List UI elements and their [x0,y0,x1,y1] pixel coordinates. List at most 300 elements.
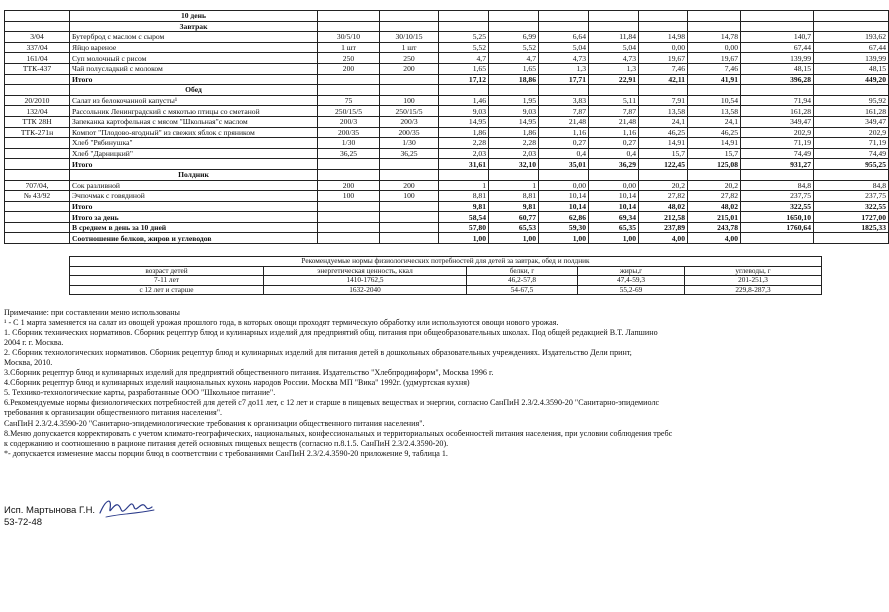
norms-header: энергетическая ценность, ккал [264,266,467,276]
total-label: Итого [70,201,318,212]
portion-12-plus: 36,25 [380,148,439,159]
nutrient-value: 48,15 [814,63,889,74]
portion-12-plus: 100 [380,95,439,106]
portion-7-11: 75 [318,95,380,106]
nutrient-value: 1,16 [589,127,639,138]
total-value: 58,54 [439,212,489,223]
total-value: 4,00 [688,233,741,244]
total-value: 1825,33 [814,222,889,233]
empty-cell [489,169,539,180]
menu-item-row [5,63,889,74]
empty-cell [741,169,814,180]
portion-12-plus: 200 [380,63,439,74]
empty-cell [318,222,380,233]
menu-item-row [5,180,889,191]
empty-cell [5,169,70,180]
nutrient-value: 6,64 [539,32,589,43]
empty-cell [318,233,380,244]
empty-cell [318,201,380,212]
empty-cell [439,85,489,96]
total-label: Итого [70,74,318,85]
total-value: 17,71 [539,74,589,85]
note-line: Примечание: при составлении меню использованы [4,308,180,317]
nutrient-value: 2,03 [439,148,489,159]
nutrient-value: 74,49 [741,148,814,159]
nutrient-value: 14,95 [489,116,539,127]
dish-name: Чай полусладкий с молоком [70,63,318,74]
empty-cell [589,85,639,96]
norms-body [70,257,822,295]
total-value: 122,45 [639,159,688,170]
nutrient-value: 14,91 [688,138,741,149]
section-row-lunch [5,85,889,96]
section-title: Полдник [70,169,318,180]
portion-7-11: 200 [318,63,380,74]
dish-code [5,148,70,159]
total-value: 1,00 [539,233,589,244]
norms-cell: 1410-1762,5 [264,276,467,286]
portion-7-11: 36,25 [318,148,380,159]
portion-12-plus: 200/35 [380,127,439,138]
section-row-snack [5,169,889,180]
nutrient-value: 7,46 [688,63,741,74]
total-value: 1,00 [589,233,639,244]
nutrient-value: 1,16 [539,127,589,138]
nutrient-value: 46,25 [688,127,741,138]
nutrient-value: 237,75 [814,191,889,202]
nutrient-value: 1,86 [489,127,539,138]
empty-cell [639,169,688,180]
total-value: 322,55 [814,201,889,212]
nutrient-value: 95,92 [814,95,889,106]
nutrient-value: 0,4 [539,148,589,159]
nutrient-value: 2,03 [489,148,539,159]
menu-item-row [5,127,889,138]
total-value: 32,10 [489,159,539,170]
nutrient-value: 6,99 [489,32,539,43]
empty-cell [318,159,380,170]
empty-cell [380,233,439,244]
empty-cell [380,212,439,223]
nutrient-value: 0,00 [539,180,589,191]
total-value: 62,86 [539,212,589,223]
note-line: Москва, 2010. [4,358,53,368]
empty-cell [639,85,688,96]
dish-code: 337/04 [5,42,70,53]
nutrient-value: 5,11 [589,95,639,106]
menu-body [5,11,889,244]
empty-cell [318,169,380,180]
portion-7-11: 1/30 [318,138,380,149]
note-line: 2. Сборник технологических нормативов. Сборник рецептур блюд и кулинарных изделий для питания детей в дошкольных образовательных учреждениях. Издательство Дели принт, [4,348,632,358]
dish-code: ТТК 28Н [5,116,70,127]
empty-cell [318,212,380,223]
total-value: 212,58 [639,212,688,223]
norms-title: Рекомендуемые нормы физиологических потребностей для детей за завтрак, обед и полдник [70,257,822,267]
day-total-row [5,212,889,223]
norms-cell: 46,2-57,8 [467,276,578,286]
empty-cell [814,85,889,96]
empty-cell [814,169,889,180]
total-label: В среднем в день за 10 дней [70,222,318,233]
nutrient-value: 10,14 [539,191,589,202]
nutrient-value: 237,75 [741,191,814,202]
nutrient-value: 1 [439,180,489,191]
nutrient-value: 4,73 [589,53,639,64]
norms-header-row [70,266,822,276]
note-line: 4.Сборник рецептур блюд и кулинарных изделий национальных кухонь народов России. Москва МП "Вика" 1992г. (удмуртская кухня) [4,378,470,388]
portion-12-plus: 200 [380,180,439,191]
total-value: 10,14 [589,201,639,212]
total-value: 1650,10 [741,212,814,223]
nutrient-value: 349,47 [741,116,814,127]
signature-block [4,505,95,529]
portion-12-plus: 100 [380,191,439,202]
nutrient-value: 14,78 [688,32,741,43]
total-label: Итого [70,159,318,170]
total-value: 215,01 [688,212,741,223]
total-label: Итого за день [70,212,318,223]
empty-cell [380,159,439,170]
portion-7-11: 200/3 [318,116,380,127]
breakfast-total-row [5,74,889,85]
total-value: 35,01 [539,159,589,170]
nutrient-value: 1,95 [489,95,539,106]
norms-cell: 47,4-59,3 [578,276,685,286]
nutrient-value: 13,58 [639,106,688,117]
portion-12-plus: 250 [380,53,439,64]
menu-item-row [5,191,889,202]
total-value: 41,91 [688,74,741,85]
nutrient-value: 21,48 [589,116,639,127]
norms-table [69,256,822,295]
portion-12-plus: 250/15/5 [380,106,439,117]
nutrient-value: 3,83 [539,95,589,106]
dish-code: 132/04 [5,106,70,117]
portion-7-11: 100 [318,191,380,202]
dish-code: 3/04 [5,32,70,43]
empty-cell [5,74,70,85]
note-line: 1. Сборник технических нормативов. Сборник рецептур блюд и кулинарных изделий для предприятий общ. питания при общеобразовательных школах. Под общей редакцией В.Т. Лапшино [4,328,658,338]
nutrient-value: 7,87 [539,106,589,117]
note-line: 8.Меню допускается корректировать с учетом климато-географических, национальных, конфессиональных и территориальных особенностей питания населения, при условии соблюдения требс [4,428,673,438]
note-line: *- допускается изменение массы порции блюд в соответствии с требованиями СанПиН 2.3/2.4.3590-20 приложение 9, таблица 1. [4,448,448,458]
total-value: 60,77 [489,212,539,223]
nutrient-value: 20,2 [639,180,688,191]
portion-12-plus: 1/30 [380,138,439,149]
nutrient-value: 46,25 [639,127,688,138]
empty-cell [5,85,70,96]
nutrient-value: 4,73 [539,53,589,64]
total-value: 237,89 [639,222,688,233]
portion-12-plus: 1 шт [380,42,439,53]
dish-name: Сок разливной [70,180,318,191]
empty-cell [380,74,439,85]
portion-7-11: 200/35 [318,127,380,138]
total-value: 31,61 [439,159,489,170]
total-value: 22,91 [589,74,639,85]
norms-cell: 1632-2040 [264,285,467,295]
empty-cell [688,169,741,180]
ratio-row [5,233,889,244]
norms-row [70,285,822,295]
total-label: Соотношение белков, жиров и углеводов [70,233,318,244]
menu-item-row [5,95,889,106]
dish-name: Рассольник Ленинградский с мякотью птицы со сметаной [70,106,318,117]
nutrient-value: 202,9 [814,127,889,138]
nutrient-value: 0,00 [589,180,639,191]
nutrient-value: 161,28 [814,106,889,117]
total-value: 1,00 [439,233,489,244]
nutrient-value: 2,28 [489,138,539,149]
nutrient-value: 5,52 [489,42,539,53]
nutrient-value: 1,3 [539,63,589,74]
nutrient-value: 27,82 [688,191,741,202]
total-value: 955,25 [814,159,889,170]
total-value: 1760,64 [741,222,814,233]
total-value: 36,29 [589,159,639,170]
norms-header: жиры,г [578,266,685,276]
total-value: 1,00 [489,233,539,244]
note-line: 2004 г. г. Москва. [4,338,64,348]
dish-code: 20/2010 [5,95,70,106]
nutrient-value: 9,03 [489,106,539,117]
nutrient-value: 4,7 [489,53,539,64]
empty-cell [318,85,380,96]
empty-cell [318,74,380,85]
norms-header: углеводы, г [685,266,822,276]
empty-cell [439,169,489,180]
nutrient-value: 1,86 [439,127,489,138]
nutrient-value: 24,1 [688,116,741,127]
notes [4,308,819,459]
total-value: 125,08 [688,159,741,170]
portion-7-11: 250/15/5 [318,106,380,117]
note-line: 6.Рекомендуемые нормы физиологических потребностей для детей с7 до11 лет, с 12 лет и старше в пищевых веществах и энергии, согласно СанПиН 2.3/2.4.3590-20 "Санитарно-эпидемиолс [4,398,660,408]
portion-7-11: 200 [318,180,380,191]
norms-header: возраст детей [70,266,264,276]
total-value: 59,30 [539,222,589,233]
nutrient-value: 21,48 [539,116,589,127]
menu-item-row [5,138,889,149]
nutrient-value: 15,7 [639,148,688,159]
total-value: 48,02 [688,201,741,212]
nutrient-value: 71,94 [741,95,814,106]
nutrient-value: 161,28 [741,106,814,117]
total-value: 243,78 [688,222,741,233]
dish-code [5,138,70,149]
dish-name: Хлеб "Рябинушка" [70,138,318,149]
total-value: 9,81 [489,201,539,212]
nutrient-value: 0,27 [589,138,639,149]
nutrient-value: 1,3 [589,63,639,74]
nutrient-value: 5,04 [589,42,639,53]
nutrient-value: 349,47 [814,116,889,127]
nutrient-value: 2,28 [439,138,489,149]
total-value: 10,14 [539,201,589,212]
nutrient-value: 71,19 [814,138,889,149]
dish-name: Запеканка картофельная с мясом "Школьная"с маслом [70,116,318,127]
empty-cell [380,222,439,233]
nutrient-value: 14,98 [639,32,688,43]
menu-item-row [5,42,889,53]
nutrient-value: 5,52 [439,42,489,53]
nutrient-value: 7,87 [589,106,639,117]
empty-cell [380,85,439,96]
portion-7-11: 1 шт [318,42,380,53]
menu-table [4,10,889,244]
norms-title-row [70,257,822,267]
dish-code: № 43/92 [5,191,70,202]
section-title: Обед [70,85,318,96]
signature-phone: 53-72-48 [4,517,43,528]
nutrient-value: 193,62 [814,32,889,43]
dish-code: ТТК-437 [5,63,70,74]
portion-7-11: 30/5/10 [318,32,380,43]
total-value: 931,27 [741,159,814,170]
nutrient-value: 1,65 [489,63,539,74]
menu-item-row [5,53,889,64]
dish-code: ТТК-271н [5,127,70,138]
empty-cell [539,169,589,180]
dish-name: Салат из белокочанной капусты¹ [70,95,318,106]
nutrient-value: 48,15 [741,63,814,74]
nutrient-value: 19,67 [688,53,741,64]
nutrient-value: 5,25 [439,32,489,43]
nutrient-value: 0,00 [688,42,741,53]
handwritten-signature [96,493,158,523]
avg-total-row [5,222,889,233]
nutrient-value: 71,19 [741,138,814,149]
nutrient-value: 67,44 [741,42,814,53]
nutrient-value: 8,81 [439,191,489,202]
portion-12-plus: 200/3 [380,116,439,127]
nutrient-value: 10,54 [688,95,741,106]
dish-code: 161/04 [5,53,70,64]
nutrient-value: 7,46 [639,63,688,74]
note-line: требования к организации общественного питания населения". [4,408,223,418]
empty-cell [5,201,70,212]
nutrient-value: 4,7 [439,53,489,64]
empty-cell [539,85,589,96]
nutrient-value: 0,4 [589,148,639,159]
dish-name: Эчпочмак с говядиной [70,191,318,202]
empty-cell [814,233,889,244]
dish-name: Компот "Плодово-ягодный" из свежих яблок с пряником [70,127,318,138]
total-value: 65,35 [589,222,639,233]
nutrient-value: 139,99 [814,53,889,64]
empty-cell [741,233,814,244]
nutrient-value: 1 [489,180,539,191]
total-value: 17,12 [439,74,489,85]
lunch-total-row [5,159,889,170]
section-row-breakfast [5,21,889,32]
nutrient-value: 5,04 [539,42,589,53]
snack-total-row [5,201,889,212]
note-line: СанПиН 2.3/2.4.3590-20 "Санитарно-эпидемиологические требования к организации общественного питания населения". [4,418,425,428]
portion-7-11: 250 [318,53,380,64]
nutrient-value: 84,8 [814,180,889,191]
nutrient-value: 0,00 [639,42,688,53]
nutrient-value: 7,91 [639,95,688,106]
nutrient-value: 15,7 [688,148,741,159]
total-value: 48,02 [639,201,688,212]
nutrient-value: 139,99 [741,53,814,64]
nutrient-value: 11,84 [589,32,639,43]
total-value: 449,20 [814,74,889,85]
nutrient-value: 20,2 [688,180,741,191]
note-line: ¹ - С 1 марта заменяется на салат из овощей урожая прошлого года, в которых овощи проходят термическую обработку или используются овощи нового урожая. [4,318,559,328]
total-value: 69,34 [589,212,639,223]
empty-cell [380,169,439,180]
day-title: 10 день [70,11,318,22]
nutrient-value: 0,27 [539,138,589,149]
empty-cell [5,159,70,170]
nutrient-value: 19,67 [639,53,688,64]
menu-item-row [5,106,889,117]
nutrient-value: 202,9 [741,127,814,138]
nutrient-value: 8,81 [489,191,539,202]
dish-code: 707/04, [5,180,70,191]
nutrient-value: 14,91 [639,138,688,149]
empty-cell [489,85,539,96]
menu-item-row [5,32,889,43]
total-value: 1727,00 [814,212,889,223]
norms-cell: 55,2-69 [578,285,685,295]
empty-cell [741,85,814,96]
total-value: 396,28 [741,74,814,85]
nutrient-value: 67,44 [814,42,889,53]
norms-cell: 201-251,3 [685,276,822,286]
nutrient-value: 1,46 [439,95,489,106]
portion-12-plus: 30/10/15 [380,32,439,43]
empty-cell [5,222,70,233]
nutrient-value: 13,58 [688,106,741,117]
note-line: к содержанию и соотношению в рационе питания детей основных пищевых веществ (согласно п.8.1.5. СанПиН 2.3/2.4.3590-20). [4,438,449,448]
dish-name: Суп молочный с рисом [70,53,318,64]
norms-cell: 229,8-287,3 [685,285,822,295]
dish-name: Яйцо вареное [70,42,318,53]
total-value: 322,55 [741,201,814,212]
nutrient-value: 10,14 [589,191,639,202]
total-value: 18,86 [489,74,539,85]
note-line: 3.Сборник рецептур блюд и кулинарных изделий для предприятий общественного питания. Издательство "Хлебпродинформ", Москва 1996 г. [4,368,494,378]
dish-name: Хлеб "Дарницкий" [70,148,318,159]
nutrient-value: 9,03 [439,106,489,117]
total-value: 4,00 [639,233,688,244]
section-breakfast: Завтрак [70,21,318,32]
total-value: 42,11 [639,74,688,85]
note-line: 5. Технико-технологические карты, разработанные ООО "Школьное питание". [4,388,276,398]
total-value: 65,53 [489,222,539,233]
empty-cell [5,233,70,244]
norms-row [70,276,822,286]
empty-cell [589,169,639,180]
nutrient-value: 84,8 [741,180,814,191]
norms-cell: 54-67,5 [467,285,578,295]
total-value: 9,81 [439,201,489,212]
total-value: 57,80 [439,222,489,233]
norms-header: белки, г [467,266,578,276]
norms-cell: 7-11 лет [70,276,264,286]
empty-cell [688,85,741,96]
nutrient-value: 14,95 [439,116,489,127]
empty-cell [380,201,439,212]
nutrient-value: 27,82 [639,191,688,202]
empty-cell [5,212,70,223]
norms-cell: с 12 лет и старше [70,285,264,295]
nutrient-value: 1,65 [439,63,489,74]
